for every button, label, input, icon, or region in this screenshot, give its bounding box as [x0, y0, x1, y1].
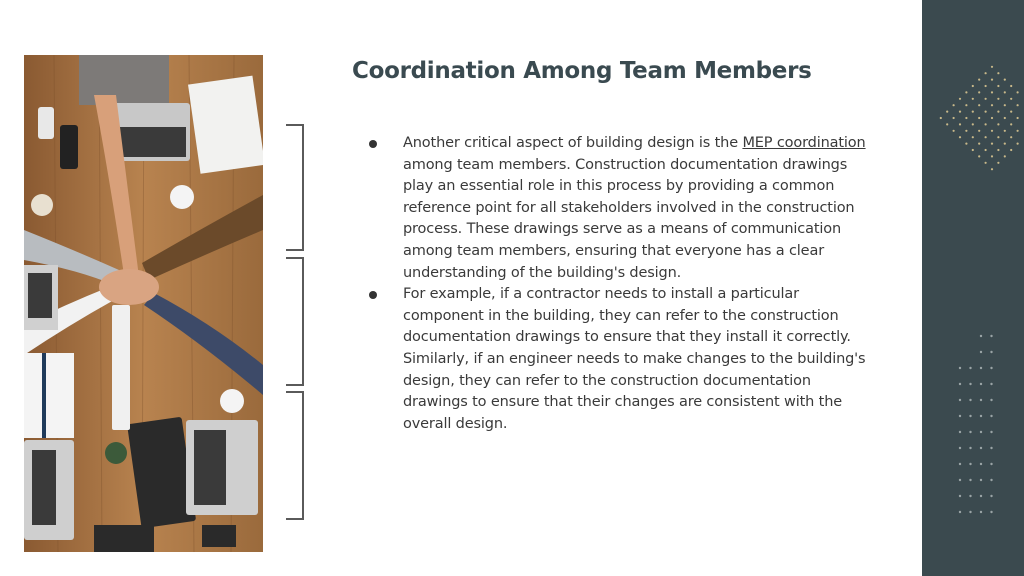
decor-dot — [1004, 79, 1006, 81]
decor-dot — [990, 479, 992, 481]
bullet-item — [368, 284, 876, 435]
decor-dot — [959, 447, 961, 449]
decor-dot — [990, 447, 992, 449]
decor-dot — [946, 123, 948, 125]
decor-dot — [1017, 91, 1019, 93]
decor-dot — [978, 79, 980, 81]
decor-dot — [990, 335, 992, 337]
decor-dot — [959, 367, 961, 369]
decor-dot — [1010, 85, 1012, 87]
decor-dot — [972, 98, 974, 100]
decor-dot — [1010, 111, 1012, 113]
decor-dot — [946, 111, 948, 113]
decor-dot — [959, 495, 961, 497]
decor-dot — [953, 104, 955, 106]
decor-dot — [1010, 149, 1012, 151]
decor-dot — [959, 463, 961, 465]
decor-dot — [969, 511, 971, 513]
decor-dot — [990, 511, 992, 513]
decor-dot — [972, 111, 974, 113]
decor-dot — [969, 367, 971, 369]
decor-dot — [965, 91, 967, 93]
decor-dot — [990, 463, 992, 465]
decor-dot — [997, 136, 999, 138]
decor-dot — [959, 98, 961, 100]
decor-dot — [980, 351, 982, 353]
decor-dot — [997, 85, 999, 87]
decor-dot — [991, 117, 993, 119]
decor-dot — [985, 98, 987, 100]
bullet-text: among team members. Construction documentation drawings play an essential role in this process by providing a common reference point for all stakeholders involved in the construction process. These drawings serve as a means of communication among team members, ensuring that everyone has a clear understanding of the building's design. — [403, 156, 855, 281]
bullet-text: Another critical aspect of building design is the — [403, 135, 743, 151]
decor-dot — [972, 123, 974, 125]
decor-dot — [980, 479, 982, 481]
decor-dot — [959, 511, 961, 513]
decor-dot — [953, 130, 955, 132]
bracket-bottom — [286, 391, 304, 520]
decor-dot — [980, 431, 982, 433]
bracket-top — [286, 124, 304, 251]
decor-dot — [965, 130, 967, 132]
decor-dot — [978, 117, 980, 119]
decor-dot — [991, 66, 993, 68]
decor-dot — [997, 111, 999, 113]
decor-dot — [959, 415, 961, 417]
decor-dot — [980, 511, 982, 513]
decor-dot — [978, 155, 980, 157]
decor-dot — [969, 399, 971, 401]
decor-dot — [959, 479, 961, 481]
decor-dot — [959, 123, 961, 125]
decor-dot — [985, 162, 987, 164]
decor-dot — [978, 104, 980, 106]
decor-dot — [991, 79, 993, 81]
decor-dot — [991, 91, 993, 93]
decor-dot — [1004, 130, 1006, 132]
decor-dot — [980, 335, 982, 337]
decor-dot — [980, 383, 982, 385]
decor-dot — [985, 149, 987, 151]
decor-dot — [997, 98, 999, 100]
decor-dot — [980, 399, 982, 401]
decor-dot — [985, 72, 987, 74]
decor-dot — [980, 415, 982, 417]
decor-dot — [997, 72, 999, 74]
decor-dot — [969, 463, 971, 465]
decor-dot — [959, 399, 961, 401]
decor-dot — [997, 162, 999, 164]
decor-dot — [990, 495, 992, 497]
team-hands-photo — [24, 55, 263, 552]
dot-pattern-decoration — [922, 0, 1024, 576]
decor-dot — [985, 136, 987, 138]
decor-dot — [980, 447, 982, 449]
decor-dot — [969, 431, 971, 433]
decor-dot — [991, 155, 993, 157]
bullet-text: For example, if a contractor needs to install a particular component in the building, they can refer to the construction documentation drawings to ensure that they install it correctly. Similarly, if an engineer needs to make changes to the building's design, they can refer to the construction documentation drawings to ensure that their changes are consistent with the overall design. — [403, 286, 866, 432]
bullet-dot-icon — [369, 140, 377, 148]
decor-dot — [972, 136, 974, 138]
decor-dot — [972, 149, 974, 151]
decor-dot — [1004, 155, 1006, 157]
decor-dot — [969, 383, 971, 385]
page-title: Coordination Among Team Members — [352, 58, 812, 84]
decor-dot — [980, 495, 982, 497]
decor-dot — [959, 111, 961, 113]
decor-dot — [959, 383, 961, 385]
decor-dot — [1010, 123, 1012, 125]
decor-dot — [980, 463, 982, 465]
decor-dot — [990, 415, 992, 417]
decor-dot — [972, 85, 974, 87]
decor-dot — [990, 367, 992, 369]
decor-dot — [1017, 130, 1019, 132]
decor-dot — [978, 130, 980, 132]
decor-dot — [1010, 136, 1012, 138]
decor-dot — [978, 143, 980, 145]
decor-dot — [1010, 98, 1012, 100]
decor-dot — [965, 143, 967, 145]
decor-dot — [985, 111, 987, 113]
decor-dot — [1017, 117, 1019, 119]
bullet-dot-icon — [369, 291, 377, 299]
mep-coordination-link[interactable]: MEP coordination — [742, 135, 866, 151]
decor-dot — [969, 495, 971, 497]
decor-dot — [997, 149, 999, 151]
decor-dot — [985, 123, 987, 125]
decor-dot — [978, 91, 980, 93]
bullet-item — [368, 133, 876, 284]
decor-dot — [959, 431, 961, 433]
side-panel — [922, 0, 1024, 576]
bracket-middle — [286, 257, 304, 386]
decor-dot — [940, 117, 942, 119]
decor-dot — [991, 168, 993, 170]
decor-dot — [1004, 91, 1006, 93]
decor-dot — [991, 143, 993, 145]
decor-dot — [990, 383, 992, 385]
decor-dot — [965, 104, 967, 106]
decor-dot — [969, 447, 971, 449]
decor-dot — [965, 117, 967, 119]
decor-dot — [1004, 143, 1006, 145]
decor-dot — [969, 479, 971, 481]
decor-dot — [1017, 104, 1019, 106]
decor-dot — [990, 399, 992, 401]
bullet-list — [368, 133, 876, 435]
decor-dot — [997, 123, 999, 125]
decor-dot — [990, 351, 992, 353]
decor-dot — [969, 415, 971, 417]
decor-dot — [959, 136, 961, 138]
decor-dot — [985, 85, 987, 87]
decor-dot — [953, 117, 955, 119]
decor-dot — [991, 104, 993, 106]
decor-dot — [1004, 104, 1006, 106]
decor-dot — [1004, 117, 1006, 119]
decor-dot — [990, 431, 992, 433]
decor-dot — [980, 367, 982, 369]
decor-dot — [991, 130, 993, 132]
decor-dot — [1017, 143, 1019, 145]
